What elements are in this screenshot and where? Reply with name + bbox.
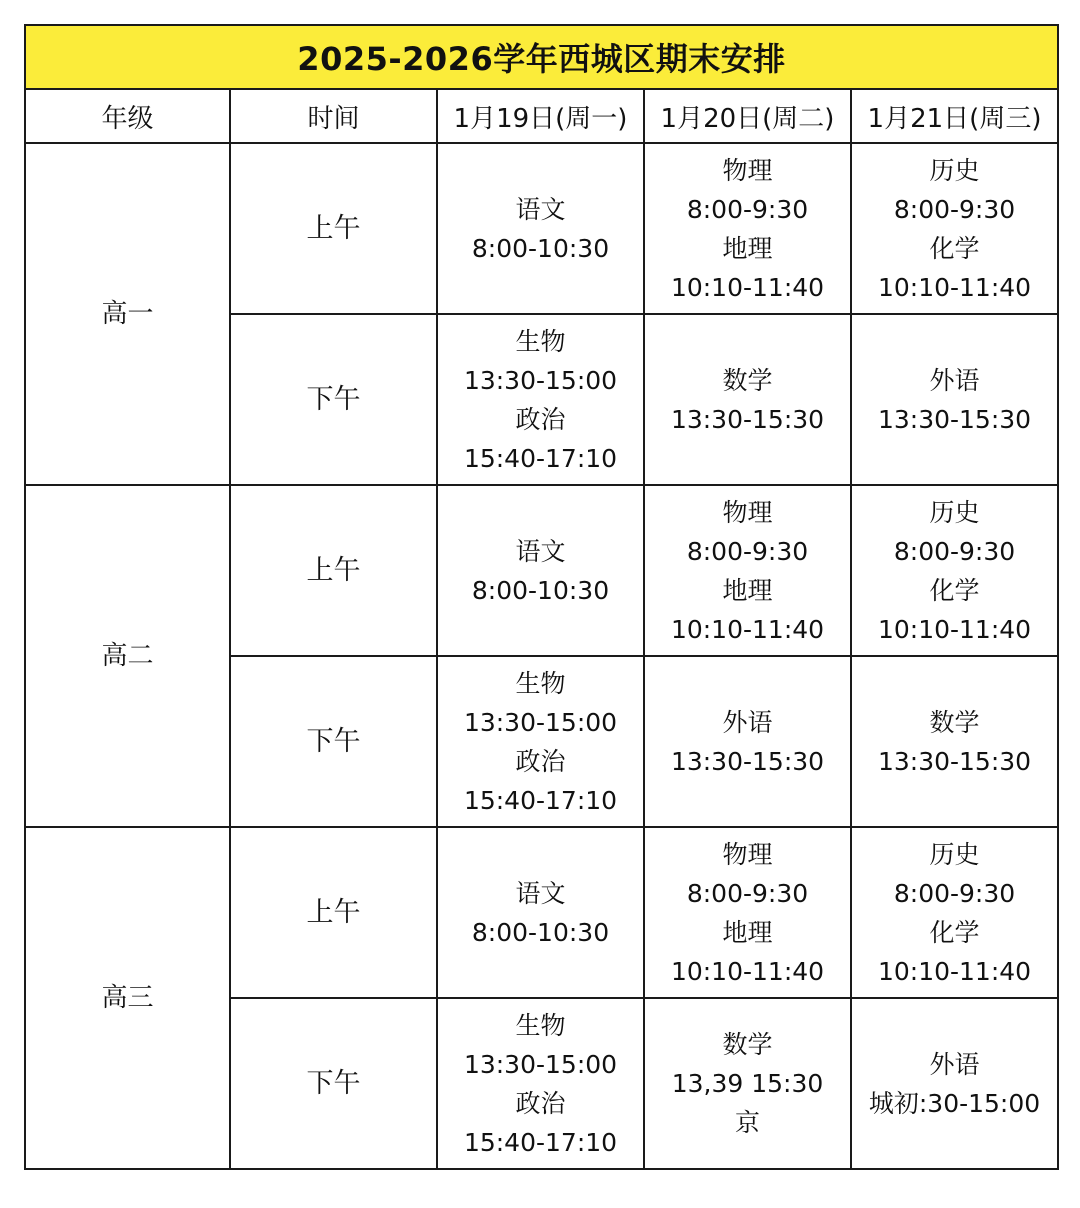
exam-subject: 政治 [515,746,566,776]
exam-subject: 地理 [722,233,773,263]
exam-cell [644,827,851,998]
exam-cell [644,998,851,1169]
exam-cell [851,827,1058,998]
header-day3: 1月21日(周三) [851,89,1058,143]
period-cell: 上午 [230,485,437,656]
schedule-title: 2025-2026学年西城区期末安排 [25,25,1058,89]
exam-time: 8:00-10:30 [471,575,610,605]
exam-cell [644,314,851,485]
exam-cell [437,143,644,314]
exam-cell [851,998,1058,1169]
exam-cell [437,656,644,827]
exam-time: 10:10-11:40 [670,272,825,302]
header-time: 时间 [230,89,437,143]
exam-time: 10:10-11:40 [877,956,1032,986]
exam-schedule-table [24,24,1059,1170]
exam-time: 13:30-15:00 [463,1049,618,1079]
exam-cell [437,485,644,656]
exam-subject: 历史 [929,839,980,869]
exam-subject: 语文 [515,194,566,224]
header-row [25,89,1058,143]
exam-subject: 外语 [929,1049,980,1079]
exam-subject: 语文 [515,878,566,908]
grade-cell: 高二 [25,485,230,827]
title-row [25,25,1058,89]
exam-subject: 政治 [515,404,566,434]
exam-subject: 外语 [929,365,980,395]
exam-subject: 外语 [722,707,773,737]
exam-cell [851,656,1058,827]
exam-subject: 京 [734,1108,760,1137]
exam-time: 10:10-11:40 [670,614,825,644]
exam-subject: 化学 [929,233,980,263]
exam-cell [437,827,644,998]
period-cell: 下午 [230,656,437,827]
exam-time: 15:40-17:10 [463,443,618,473]
exam-subject: 数学 [929,707,980,737]
exam-subject: 生物 [515,668,566,698]
exam-subject: 物理 [722,839,773,869]
table-row [25,143,1058,314]
exam-time: 13:30-15:00 [463,707,618,737]
exam-time: 8:00-9:30 [893,194,1016,224]
exam-subject: 政治 [515,1088,566,1118]
exam-time: 10:10-11:40 [877,614,1032,644]
exam-cell [644,485,851,656]
exam-time: 13:30-15:00 [463,365,618,395]
period-cell: 上午 [230,143,437,314]
exam-time: 8:00-9:30 [686,194,809,224]
exam-time: 城初:30-15:00 [868,1088,1041,1118]
exam-time: 15:40-17:10 [463,785,618,815]
period-cell: 下午 [230,314,437,485]
exam-cell [437,998,644,1169]
exam-subject: 数学 [722,365,773,395]
exam-subject: 化学 [929,917,980,947]
exam-subject: 化学 [929,575,980,605]
header-day2: 1月20日(周二) [644,89,851,143]
exam-time: 8:00-9:30 [893,536,1016,566]
exam-time: 8:00-10:30 [471,233,610,263]
exam-schedule-sheet [24,24,1057,1170]
exam-time: 13:30-15:30 [670,746,825,776]
exam-subject: 生物 [515,326,566,356]
exam-subject: 地理 [722,917,773,947]
period-cell: 上午 [230,827,437,998]
exam-cell [644,656,851,827]
period-cell: 下午 [230,998,437,1169]
exam-subject: 物理 [722,155,773,185]
table-row [25,827,1058,998]
grade-cell: 高三 [25,827,230,1169]
exam-cell [851,485,1058,656]
header-grade: 年级 [25,89,230,143]
exam-time: 10:10-11:40 [877,272,1032,302]
exam-time: 10:10-11:40 [670,956,825,986]
table-row [25,485,1058,656]
exam-cell [644,143,851,314]
exam-cell [851,143,1058,314]
exam-time: 13:30-15:30 [877,746,1032,776]
exam-cell [437,314,644,485]
exam-subject: 物理 [722,497,773,527]
exam-cell [851,314,1058,485]
header-day1: 1月19日(周一) [437,89,644,143]
exam-time: 8:00-10:30 [471,917,610,947]
exam-subject: 语文 [515,536,566,566]
exam-subject: 历史 [929,497,980,527]
exam-time: 13:30-15:30 [670,404,825,434]
exam-time: 8:00-9:30 [893,878,1016,908]
exam-time: 13,39 15:30 [671,1069,824,1098]
exam-time: 8:00-9:30 [686,878,809,908]
exam-time: 8:00-9:30 [686,536,809,566]
exam-subject: 生物 [515,1010,566,1040]
grade-cell: 高一 [25,143,230,485]
exam-time: 13:30-15:30 [877,404,1032,434]
exam-subject: 地理 [722,575,773,605]
exam-subject: 历史 [929,155,980,185]
exam-subject: 数学 [722,1030,773,1059]
exam-time: 15:40-17:10 [463,1127,618,1157]
